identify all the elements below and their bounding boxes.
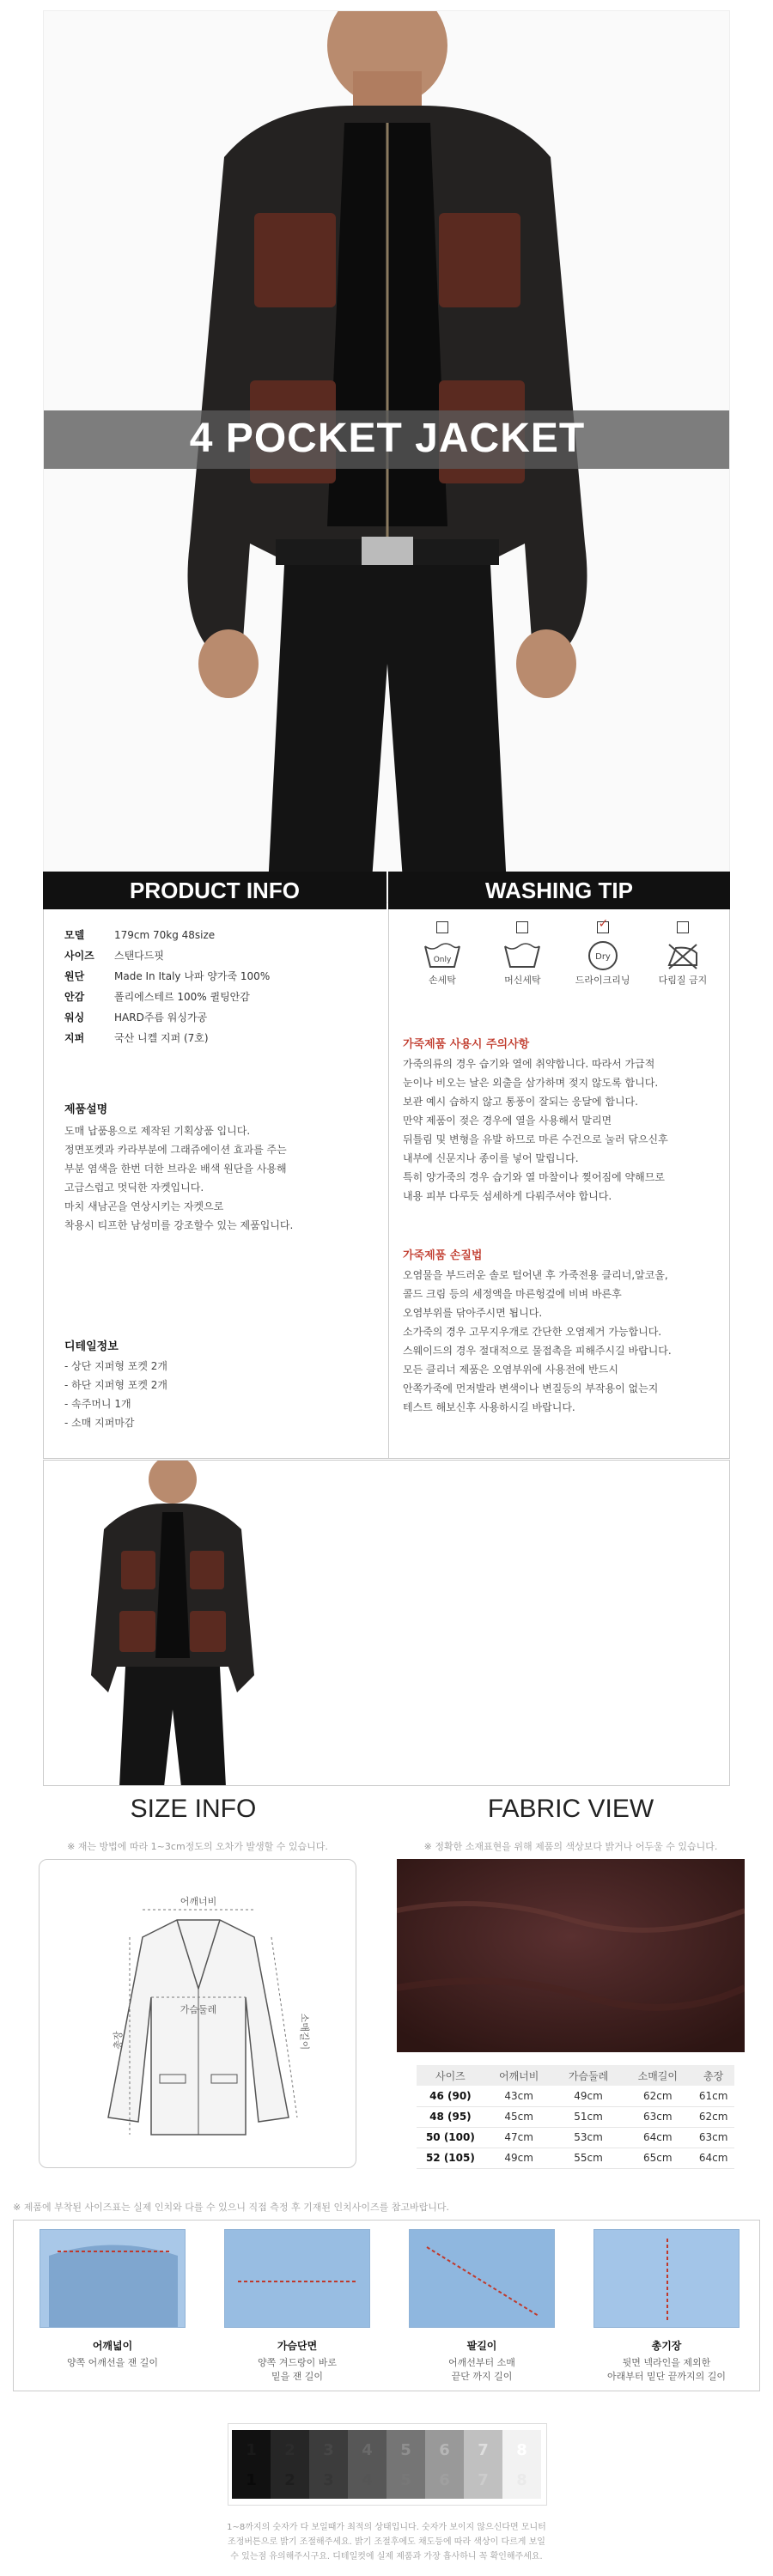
contrast-label-bottom: 7	[478, 2471, 489, 2489]
washing-tip-header: WASHING TIP	[388, 872, 730, 909]
sleeve-label: 소매길이	[299, 2013, 310, 2050]
length-label: 총장	[113, 2031, 124, 2050]
spec-row: 워싱 HARD주름 워싱가공	[64, 1012, 208, 1024]
product-info-header: PRODUCT INFO	[43, 872, 386, 909]
detail-info: 디테일정보 - 상단 지퍼형 포켓 2개 - 하단 지퍼형 포켓 2개 - 속주머니 1개 - 소매 지퍼마감	[64, 1337, 374, 1432]
svg-text:Only: Only	[433, 956, 452, 964]
washing-panel	[388, 909, 730, 1459]
spec-row: 원단 Made In Italy 나파 양가죽 100%	[64, 970, 271, 982]
description-title: 제품설명	[64, 1103, 108, 1116]
contrast-label-bottom: 8	[516, 2471, 527, 2489]
product-info-panel	[43, 909, 388, 1459]
table-row: 52 (105) 49cm 55cm 65cm 64cm	[417, 2148, 734, 2168]
contrast-label-top: 8	[516, 2441, 527, 2459]
measure-shoulder: 어깨넓이 양쪽 어깨선을 잰 길이	[27, 2229, 198, 2370]
jacket-diagram	[40, 1860, 357, 2169]
contrast-label-top: 7	[478, 2441, 489, 2459]
shoulder-photo	[40, 2229, 186, 2328]
product-description: 제품설명 도매 납품용으로 제작된 기획상품 입니다. 정면포켓과 카라부분에 그래쥬에이션 효과를 주는 부분 염색을 한번 더한 브라운 배색 원단을 사용해 고급스럽고 멋딕한 자켓입니다. 마치 새남곤을 연상시키는 자켓으로 착용시 티프한 남성미를 강조할수 있는 제품입니다.	[64, 1100, 374, 1235]
contrast-label-bottom: 5	[400, 2471, 411, 2489]
checked-box-icon: ✓	[597, 921, 609, 933]
no-iron-icon: 다림질 금지	[648, 921, 717, 987]
spec-row: 사이즈 스탠다드핏	[64, 950, 164, 962]
hand-wash-icon: Only 손세탁	[408, 921, 477, 987]
product-title: 4 POCKET JACKET	[189, 416, 586, 461]
contrast-label-top: 4	[362, 2441, 373, 2459]
dry-clean-icon: ✓ Dry 드라이크리닝	[575, 917, 630, 986]
hero-banner	[43, 10, 730, 903]
measure-chest: 가슴단면 양쪽 겨드랑이 바로 밑을 잰 길이	[211, 2229, 383, 2384]
measure-length: 총기장 뒷면 넥라인을 제외한 아래부터 밑단 끝까지의 길이	[581, 2229, 752, 2384]
fabric-note: ※ 정확한 소재표현을 위해 제품의 색상보다 밝거나 어두울 수 있습니다.	[423, 1841, 718, 1852]
svg-text:Dry: Dry	[594, 952, 611, 962]
caution-title: 가죽제품 사용시 주의사항	[403, 1038, 530, 1051]
contrast-label-bottom: 3	[323, 2471, 334, 2489]
care-title: 가죽제품 손질법	[403, 1249, 483, 1262]
size-diagram-card	[39, 1859, 356, 2168]
spec-row: 모델 179cm 70kg 48size	[64, 929, 216, 941]
measure-sleeve: 팔길이 어깨선부터 소매 끝단 까지 길이	[396, 2229, 568, 2384]
spec-row: 지퍼 국산 니켈 지퍼 (7호)	[64, 1032, 209, 1044]
contrast-label-top: 6	[439, 2441, 450, 2459]
contrast-label-bottom: 2	[284, 2471, 295, 2489]
model-photo-small	[44, 1461, 730, 1786]
monitor-footer: 1~8까지의 숫자가 다 보일때가 최적의 상태입니다. 숫자가 보이지 않으신다면 모니터 조정버튼으로 밝기 조절해주세요. 밝기 조절후에도 채도등에 따라 색상이 다르게 보일 수 있는점 유의해주시구요. 디테일컷에 실제 제품과 가장 흡사하니 꼭 확인해주세요.	[227, 2523, 546, 2561]
checkbox-icon	[516, 921, 528, 933]
shoulder-label: 어깨너비	[180, 1896, 217, 1907]
size-info-title: SIZE INFO	[130, 1795, 257, 1823]
spec-row: 안감 폴리에스테르 100% 퀼팅안감	[64, 991, 250, 1003]
size-note: ※ 재는 방법에 따라 1~3cm정도의 오차가 발생할 수 있습니다.	[67, 1841, 328, 1852]
contrast-label-top: 5	[400, 2441, 411, 2459]
contrast-label-top: 3	[323, 2441, 334, 2459]
sleeve-photo	[409, 2229, 555, 2328]
machine-wash-icon: 머신세탁	[488, 921, 557, 987]
length-photo	[593, 2229, 740, 2328]
contrast-label-top: 1	[246, 2441, 257, 2459]
contrast-label-bottom: 1	[246, 2471, 257, 2489]
chest-label: 가슴둘레	[180, 2004, 217, 2015]
measure-guide	[13, 2220, 760, 2391]
detail-title: 디테일정보	[64, 1340, 119, 1353]
contrast-label-bottom: 4	[362, 2471, 373, 2489]
checkbox-icon	[436, 921, 448, 933]
detail-photo	[43, 1460, 730, 1786]
washing-icons	[408, 917, 717, 987]
table-row: 50 (100) 47cm 53cm 64cm 63cm	[417, 2127, 734, 2148]
fabric-swatch	[397, 1859, 745, 2052]
contrast-label-top: 2	[284, 2441, 295, 2459]
table-row: 48 (95) 45cm 51cm 63cm 62cm	[417, 2106, 734, 2127]
checkbox-icon	[677, 921, 689, 933]
contrast-label-bottom: 6	[439, 2471, 450, 2489]
care-section: 가죽제품 손질법 오염물을 부드러운 솔로 털어낸 후 가죽전용 클리너,알코올, 콜드 크림 등의 세정액을 마른헝겊에 비벼 바른후 오염부위를 닦아주시면 됩니다. 소가죽의 경우 고무지우개로 간단한 오염제거 가능합니다. 스웨이드의 경우 절대적으로 물접촉을 피해주시길 바랍니다. 모든 클리너 제품은 오염부위에 사용전에 반드시 안쪽가죽에 먼저발라 변색이나 변질등의 부작용이 없는지 테스트 해보신후 사용하시길 바랍니다.	[403, 1246, 722, 1417]
size-table: 사이즈 어깨너비 가슴둘레 소매길이 총장 46 (90) 43cm 49cm 62cm 61cm 48 (95) 45cm 51cm 63cm 62cm 50 (100) 47cm 53cm 64cm 63cm 52 (105) 49cm 55cm 65cm 64cm	[417, 2065, 734, 2169]
caution-section: 가죽제품 사용시 주의사항 가죽의류의 경우 습기와 열에 취약합니다. 따라서 가급적 눈이나 비오는 날은 외출을 삼가하며 젖지 않도록 합니다. 보관 예시 습하지 않고 통풍이 잘되는 응달에 합니다. 만약 제품이 젖은 경우에 열을 사용해서 말리면 뒤틀림 및 변형을 유발 하므로 마른 수건으로 눌러 닦으신후 내부에 신문지나 종이를 넣어 말립니다. 특히 양가죽의 경우 습기와 열 마찰이나 찢어짐에 약해므로 내용 피부 다루듯 섬세하게 다뤄주셔야 합니다.	[403, 1035, 722, 1206]
chest-photo	[224, 2229, 370, 2328]
fabric-view-title: FABRIC VIEW	[487, 1795, 654, 1823]
measure-note: ※ 제품에 부착된 사이즈표는 실제 인치와 다를 수 있으니 직접 측정 후 기재된 인치사이즈를 참고바랍니다.	[13, 2202, 449, 2213]
spec-list	[64, 925, 374, 1048]
table-row: 46 (90) 43cm 49cm 62cm 61cm	[417, 2086, 734, 2106]
